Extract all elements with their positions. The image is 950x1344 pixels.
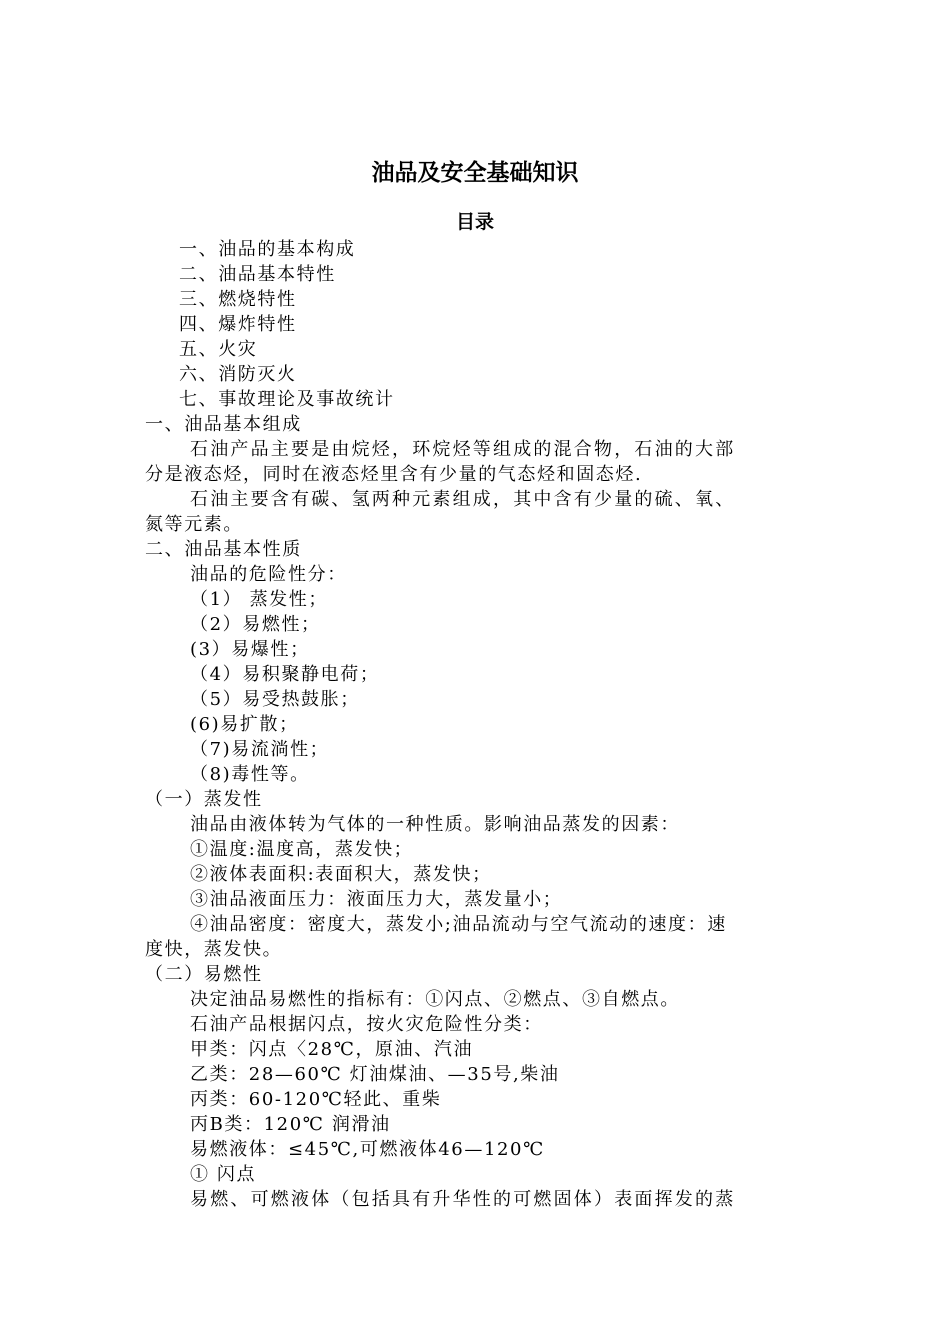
toc-item: 一、油品的基本构成: [179, 239, 356, 260]
paragraph-line: 石油产品根据闪点，按火灾危险性分类：: [190, 1014, 543, 1035]
paragraph-line: ②液体表面积:表面积大，蒸发快；: [190, 864, 492, 885]
list-item: （2）易燃性；: [190, 614, 321, 635]
paragraph-line: ④油品密度：密度大，蒸发小;油品流动与空气流动的速度：速: [190, 914, 727, 935]
paragraph-line: 分是液态烃，同时在液态烃里含有少量的气态烃和固态烃.: [145, 464, 643, 485]
paragraph-line: 丙类：60-120℃轻此、重柴: [190, 1089, 442, 1110]
paragraph-line: 油品的危险性分：: [190, 564, 347, 585]
list-item: （1） 蒸发性；: [190, 589, 328, 610]
section-heading: 二、油品基本性质: [145, 539, 302, 560]
paragraph-line: 乙类：28—60℃ 灯油煤油、—35号,柴油: [190, 1064, 560, 1085]
paragraph-line: 易燃、可燃液体（包括具有升华性的可燃固体）表面挥发的蒸: [190, 1189, 736, 1210]
paragraph-line: 丙B类：120℃ 润滑油: [190, 1114, 391, 1135]
toc-item: 四、爆炸特性: [179, 314, 297, 335]
paragraph-line: ① 闪点: [190, 1164, 257, 1185]
paragraph-line: ③油品液面压力：液面压力大，蒸发量小；: [190, 889, 563, 910]
paragraph-line: 度快，蒸发快。: [145, 939, 283, 960]
toc-item: 三、燃烧特性: [179, 289, 297, 310]
list-item: （7)易流淌性；: [190, 739, 330, 760]
subsection-heading: （一）蒸发性: [145, 789, 263, 810]
toc-item: 五、火灾: [179, 339, 258, 360]
document-title: 油品及安全基础知识: [371, 160, 579, 186]
list-item: (3）易爆性；: [190, 639, 310, 660]
toc-item: 六、消防灭火: [179, 364, 297, 385]
toc-item: 七、事故理论及事故统计: [179, 389, 395, 410]
paragraph-line: 易燃液体：≤45℃,可燃液体46—120℃: [190, 1139, 545, 1160]
list-item: （8)毒性等。: [190, 764, 310, 785]
list-item: （5）易受热鼓胀；: [190, 689, 360, 710]
paragraph-line: 石油主要含有碳、氢两种元素组成，其中含有少量的硫、氧、: [190, 489, 736, 510]
list-item: （4）易积聚静电荷；: [190, 664, 380, 685]
paragraph-line: 石油产品主要是由烷烃，环烷烃等组成的混合物，石油的大部: [190, 439, 736, 460]
toc-item: 二、油品基本特性: [179, 264, 336, 285]
paragraph-line: 氮等元素。: [145, 514, 243, 535]
paragraph-line: 决定油品易燃性的指标有：①闪点、②燃点、③自燃点。: [190, 989, 680, 1010]
toc-heading: 目录: [455, 211, 494, 233]
list-item: (6)易扩散；: [190, 714, 299, 735]
section-heading: 一、油品基本组成: [145, 414, 302, 435]
paragraph-line: ①温度:温度高，蒸发快；: [190, 839, 414, 860]
subsection-heading: （二）易燃性: [145, 964, 263, 985]
paragraph-line: 油品由液体转为气体的一种性质。影响油品蒸发的因素：: [190, 814, 680, 835]
paragraph-line: 甲类：闪点〈28℃，原油、汽油: [190, 1039, 474, 1060]
